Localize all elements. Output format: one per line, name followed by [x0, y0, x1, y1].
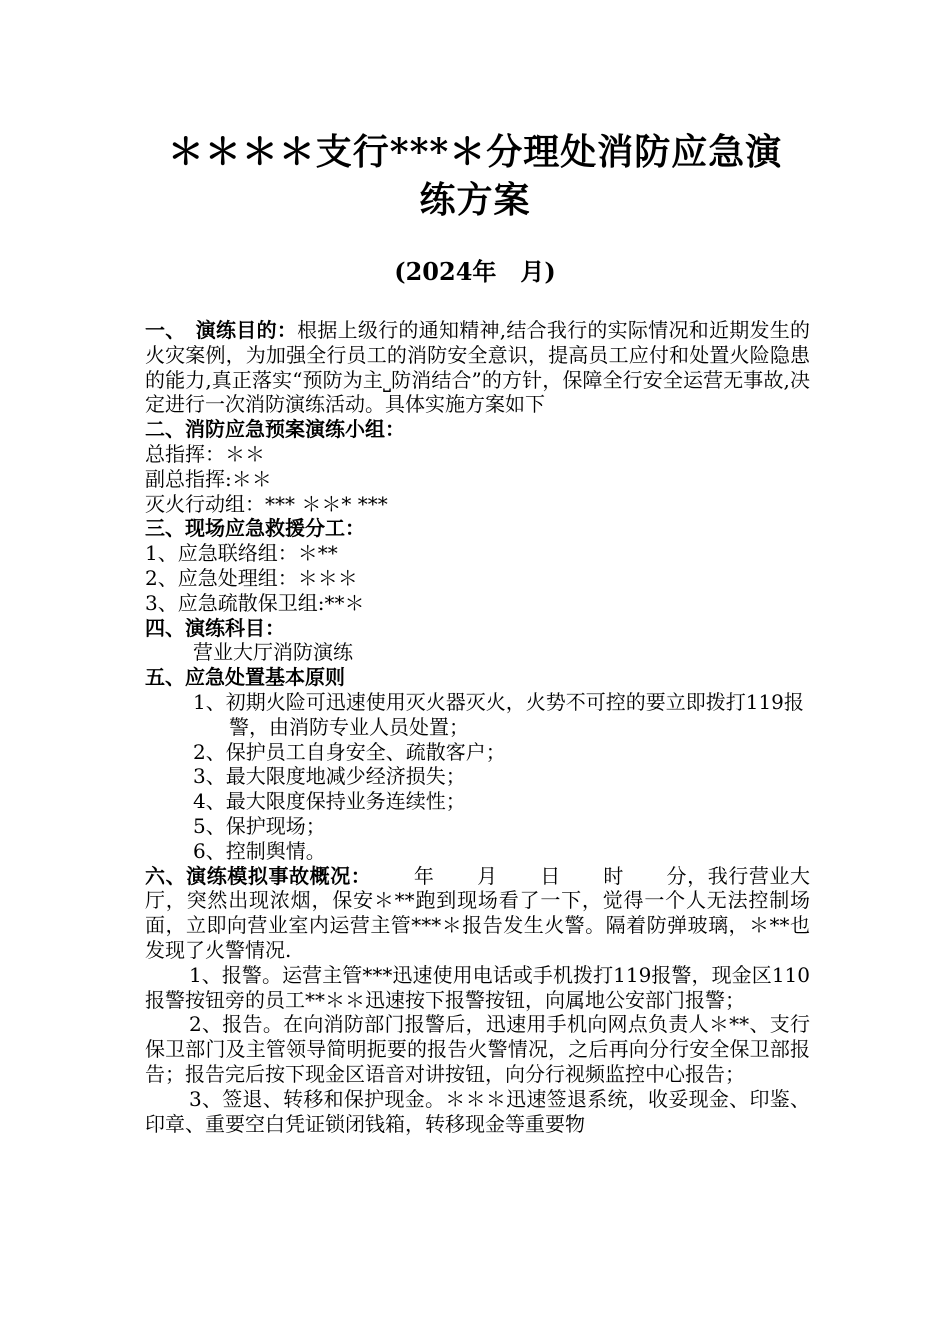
principle-item: 5、保护现场；	[193, 813, 326, 838]
section-2-line: 副总指挥:＊＊	[145, 466, 272, 491]
section-3-line: 2、应急处理组：＊＊＊	[145, 565, 358, 590]
section-6	[145, 864, 810, 963]
section-5-heading: 五、应急处置基本原则	[145, 665, 345, 690]
drill-step-paragraph: 3、签退、转移和保护现金。＊＊＊迅速签退系统，收妥现金、印鉴、印章、重要空白凭证锁闭钱箱，转移现金等重要物	[145, 1086, 810, 1136]
section-3-heading: 三、现场应急救援分工：	[145, 516, 365, 541]
drill-step-paragraph: 1、报警。运营主管***迅速使用电话或手机拨打119报警，现金区110报警按钮旁的员工**＊＊迅速按下报警按钮，向属地公安部门报警；	[145, 962, 810, 1012]
section-2-line: 灭火行动组：*** ＊＊* ***	[145, 491, 388, 516]
principle-item: 3、最大限度地减少经济损失；	[193, 764, 466, 789]
section-1	[145, 318, 810, 417]
principle-item: 6、控制舆情。	[193, 838, 326, 863]
section-1-text: 根据上级行的通知精神,结合我行的实际情况和近期发生的火灾案例，为加强全行员工的消防安全意识，提高员工应付和处置火险隐患的能力,真正落实“预防为主⎵防消结合”的方针，保障全行安全运营无事故,决定进行一次消防演练活动。具体实施方案如下	[145, 318, 811, 417]
document-title: ＊＊＊＊支行***＊分理处消防应急演练方案	[167, 131, 783, 221]
principle-item: 4、最大限度保持业务连续性；	[193, 789, 466, 814]
time-part: 分	[665, 863, 688, 888]
section-6-intro: ，我行营业大厅，突然出现浓烟，保安＊**跑到现场看了一下，觉得一个人无法控制场面，立即向营业室内运营主管***＊报告发生火警。隔着防弹玻璃，＊**也发现了火警情况.	[145, 863, 811, 962]
document-date: (2024年 月)	[394, 257, 556, 286]
section-6-label: 六、演练模拟事故概况：	[145, 863, 372, 888]
section-1-label: 一、 演练目的：	[145, 318, 298, 342]
section-2-heading: 二、消防应急预案演练小组：	[145, 417, 405, 442]
section-3-line: 3、应急疏散保卫组:**＊	[145, 590, 365, 615]
section-4-heading: 四、演练科目：	[145, 615, 285, 640]
document-body	[145, 318, 810, 1136]
time-part: 年	[413, 863, 435, 888]
section-2-line: 总指挥：＊＊	[145, 441, 265, 466]
section-3-line: 1、应急联络组：＊**	[145, 541, 338, 566]
drill-step-paragraph: 2、报告。在向消防部门报警后，迅速用手机向网点负责人＊**、支行保卫部门及主管领导简明扼要的报告火警情况，之后再向分行安全保卫部报告；报告完后按下现金区语音对讲按钮，向分行视频监控中心报告；	[145, 1012, 810, 1086]
section-4-line: 营业大厅消防演练	[193, 640, 353, 665]
time-part: 日	[539, 863, 561, 888]
principle-item: 1、初期火险可迅速使用灭火器灭火，火势不可控的要立即拨打119报警，由消防专业人员处置；	[193, 689, 804, 739]
time-part: 月	[476, 863, 498, 888]
time-part: 时	[602, 863, 624, 888]
principle-item: 2、保护员工自身安全、疏散客户；	[193, 739, 506, 764]
